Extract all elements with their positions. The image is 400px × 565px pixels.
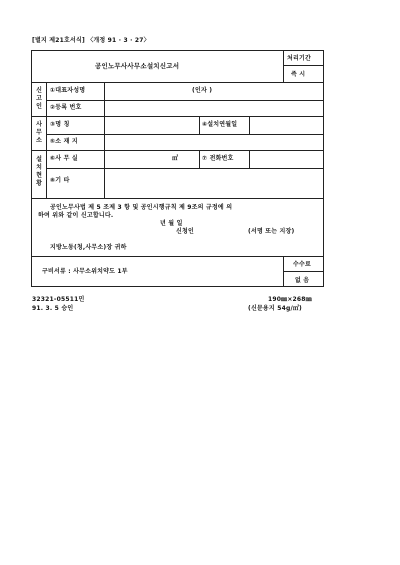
form-title: 공인노무사사무소설치신고서 (95, 62, 180, 70)
office-area-unit: ㎡ (172, 155, 179, 162)
divider-applicant (31, 116, 324, 117)
section-applicant-label: 신고인 (36, 87, 42, 110)
divider-facility (31, 198, 324, 199)
signature-note: (서명 또는 지장) (248, 228, 295, 235)
divider-row6 (46, 168, 324, 169)
established-date-label: ④설치연월일 (202, 121, 238, 128)
phone-label: ⑦ 전화번호 (202, 155, 234, 162)
section-office-label: 사무소 (36, 121, 42, 144)
divider-processing (283, 65, 324, 66)
declaration-line1: 공인노무사법 제 5 조제 3 항 및 공인시행규칙 제 9조의 규정에 의 (50, 204, 233, 211)
representative-name-label: ①대표자성명 (50, 87, 86, 94)
divider-facility-mid (199, 150, 200, 168)
applicant-signature-label: 신청인 (176, 228, 194, 235)
divider-fee (283, 271, 324, 272)
fee-value: 없 음 (295, 277, 310, 284)
declaration-line2: 하여 위와 같이 신고합니다. (38, 212, 114, 219)
attachments-text: 구비서류 : 사무소위치약도 1부 (42, 268, 128, 275)
processing-period-label: 처리기간 (287, 55, 311, 62)
paper-type: (신문용지 54g/㎡) (248, 305, 302, 312)
divider-office (31, 150, 324, 151)
fee-label: 수수료 (293, 261, 311, 268)
declaration-date-line: 년 월 일 (160, 220, 183, 227)
other-label: ⑧기 타 (50, 177, 70, 184)
section-facility-label: 설치현황 (36, 156, 42, 187)
divider-row1 (46, 100, 324, 101)
divider-section-col (46, 82, 47, 198)
divider-declaration (31, 256, 324, 257)
divider-title (31, 82, 324, 83)
divider-fee-col (283, 256, 284, 287)
divider-office-mid2 (249, 116, 250, 134)
office-address-label: ⑤소 재 지 (50, 138, 78, 145)
divider-facility-mid2 (249, 150, 250, 168)
addressee: 지방노동(청,사무소)장 귀하 (50, 244, 127, 251)
approval-date: 91. 3. 5 승인 (32, 305, 74, 312)
office-name-label: ③명 칭 (50, 121, 70, 128)
paper-size: 190㎜×268㎜ (268, 296, 312, 303)
divider-title-right (283, 50, 284, 82)
processing-period-value: 즉 시 (291, 71, 306, 78)
divider-label-col (104, 82, 105, 198)
divider-row3 (46, 134, 324, 135)
seal-note: (인자 ) (192, 87, 213, 94)
divider-office-mid (199, 116, 200, 134)
registration-number-label: ②등록 번호 (50, 104, 82, 111)
office-area-label: ⑥사 무 실 (50, 155, 78, 162)
form-header-label: [별지 제21호서식] 〈개정 91 · 3 · 27〉 (32, 37, 150, 44)
form-code: 32321-05511민 (32, 296, 85, 303)
